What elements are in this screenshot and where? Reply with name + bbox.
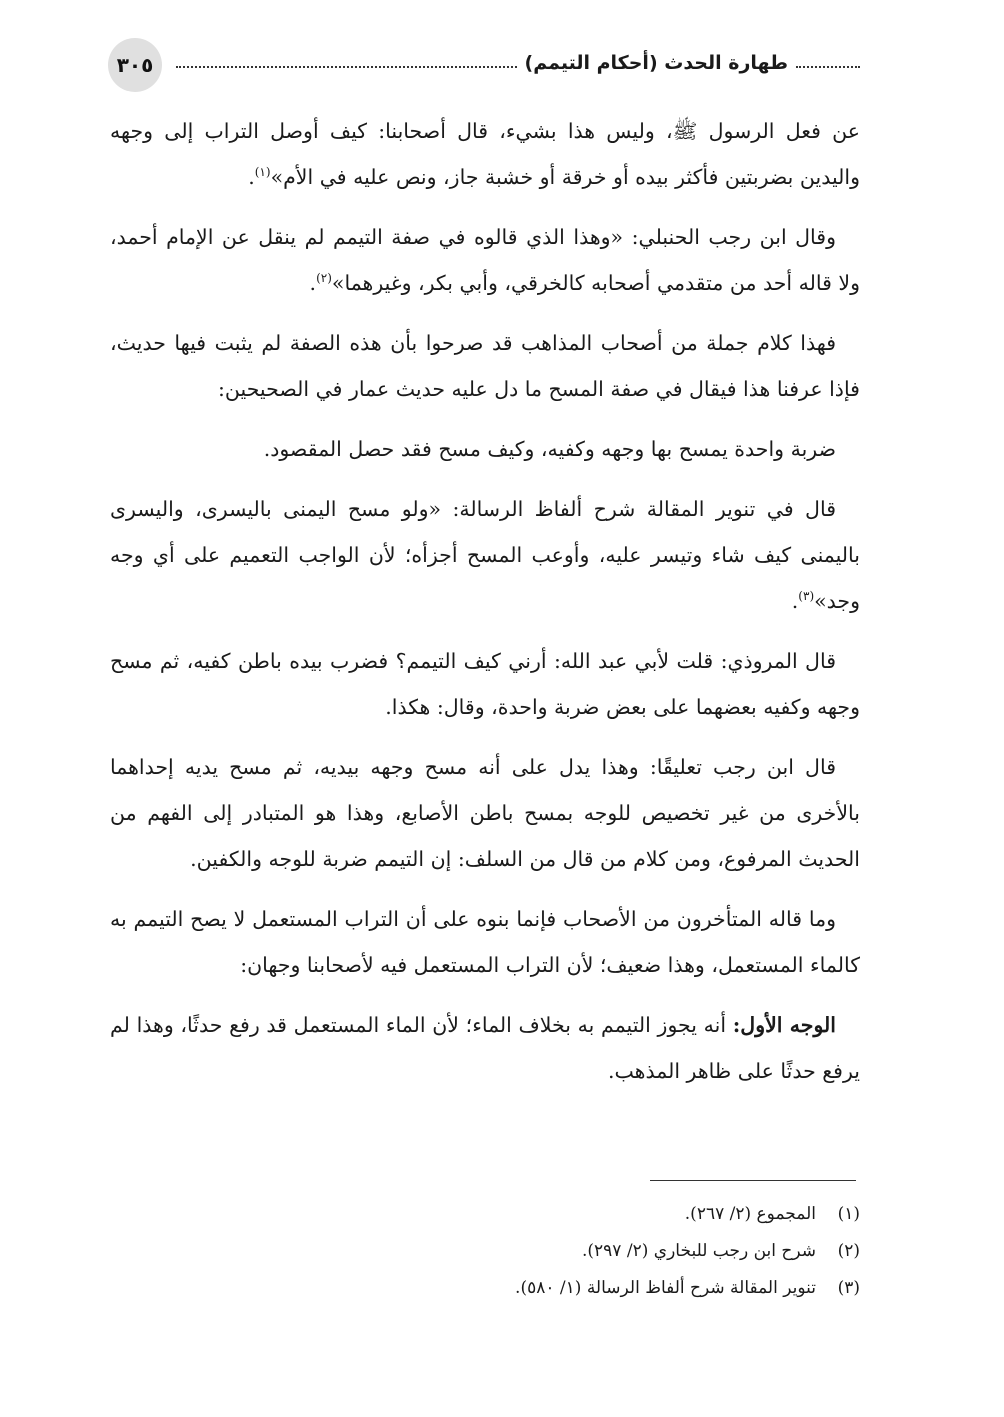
page-header	[108, 38, 860, 108]
paragraph-1	[110, 108, 860, 200]
paragraph-2-end: .	[309, 271, 317, 295]
footnote-ref-1[interactable]: (١)	[254, 165, 271, 180]
footnote-number: (٣)	[837, 1278, 860, 1298]
paragraph-3: فهذا كلام جملة من أصحاب المذاهب قد صرحوا بأن هذه الصفة لم يثبت فيها حديث، فإذا عرفنا هذا فيقال في صفة المسح ما دل عليه حديث عمار في الصحيحين:	[110, 331, 860, 401]
footnotes	[110, 1196, 860, 1307]
paragraph-8: وما قاله المتأخرون من الأصحاب فإنما بنوه على أن التراب المستعمل لا يصح التيمم به كالماء المستعمل، وهذا ضعيف؛ لأن التراب المستعمل فيه لأصحابنا وجهان:	[110, 907, 860, 977]
paragraph-6: قال المروذي: قلت لأبي عبد الله: أرني كيف التيمم؟ فضرب بيده باطن كفيه، ثم مسح وجهه وكفيه بعضهما على بعض ضربة واحدة، وقال: هكذا.	[110, 649, 860, 719]
footnote-ref-2[interactable]: (٢)	[316, 271, 332, 286]
running-header	[176, 52, 860, 74]
footnote-number: (١)	[837, 1204, 860, 1224]
paragraph-5-text: قال في تنوير المقالة شرح ألفاظ الرسالة: «ولو مسح اليمنى باليسرى، واليسرى باليمنى كيف شاء وتيسر عليه، وأوعب المسح أجزأه؛ لأن الواجب التعميم على أي وجه وجد»	[110, 497, 860, 613]
page-number: ٣٠٥	[116, 53, 154, 77]
footnote-text: المجموع (٢/ ٢٦٧).	[684, 1204, 816, 1224]
paragraph-2-text: وقال ابن رجب الحنبلي: «وهذا الذي قالوه في صفة التيمم لم ينقل عن الإمام أحمد، ولا قاله أحد من متقدمي أصحابه كالخرقي، وأبي بكر، وغيرهما»	[110, 225, 860, 295]
footnote-1	[110, 1196, 860, 1233]
paragraph-5-end: .	[791, 589, 799, 613]
paragraph-5	[110, 486, 860, 624]
main-text	[110, 108, 860, 1108]
footnote-separator	[650, 1180, 856, 1181]
paragraph-9	[110, 1002, 860, 1094]
paragraph-9-text: أنه يجوز التيمم به بخلاف الماء؛ لأن الماء المستعمل قد رفع حدثًا، وهذا لم يرفع حدثًا على ظاهر المذهب.	[110, 1013, 860, 1083]
paragraph-2	[110, 214, 860, 306]
paragraph-1-end: .	[248, 165, 255, 189]
footnote-2	[110, 1233, 860, 1270]
running-header-title: طهارة الحدث (أحكام التيمم)	[524, 52, 788, 74]
footnote-text: شرح ابن رجب للبخاري (٢/ ٢٩٧).	[582, 1241, 816, 1261]
header-leader-dots-left	[176, 66, 517, 68]
footnote-ref-3[interactable]: (٣)	[798, 589, 815, 604]
footnote-3	[110, 1270, 860, 1307]
header-leader-dots-right	[796, 66, 860, 68]
paragraph-9-lead: الوجه الأول:	[732, 1013, 836, 1037]
page-number-badge	[108, 38, 162, 92]
footnote-number: (٢)	[837, 1241, 860, 1261]
paragraph-4: ضربة واحدة يمسح بها وجهه وكفيه، وكيف مسح فقد حصل المقصود.	[263, 437, 836, 461]
paragraph-7: قال ابن رجب تعليقًا: وهذا يدل على أنه مسح وجهه بيديه، ثم مسح يديه إحداهما بالأخرى من غير تخصيص للوجه بمسح باطن الأصابع، وهذا هو المتبادر إلى الفهم من الحديث المرفوع، ومن كلام من قال من السلف: إن التيمم ضربة للوجه والكفين.	[110, 755, 860, 871]
paragraph-1-text: عن فعل الرسول ﷺ، وليس هذا بشيء، قال أصحابنا: كيف أوصل التراب إلى وجهه واليدين بضربتين فأكثر بيده أو خرقة أو خشبة جاز، ونص عليه في الأم»	[110, 119, 860, 189]
footnote-text: تنوير المقالة شرح ألفاظ الرسالة (١/ ٥٨٠).	[515, 1278, 816, 1298]
